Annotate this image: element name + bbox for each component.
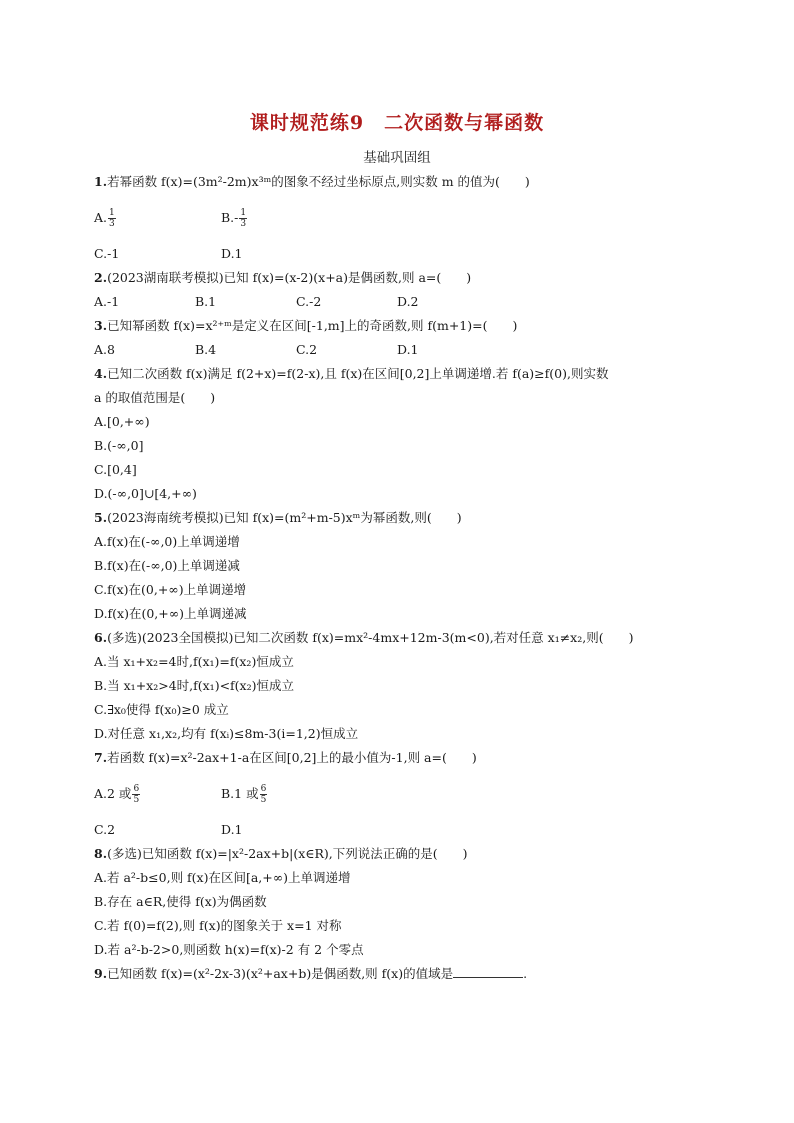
question-number: 7. bbox=[94, 750, 108, 765]
option-b: B.f(x)在(-∞,0)上单调递减 bbox=[94, 558, 240, 573]
question-end: . bbox=[523, 966, 528, 981]
option-c: C.f(x)在(0,+∞)上单调递增 bbox=[94, 582, 247, 597]
option-label: A.2 或 bbox=[94, 786, 132, 801]
fraction-denominator: 5 bbox=[133, 795, 140, 805]
page-title: 课时规范练9 二次函数与幂函数 bbox=[249, 112, 545, 134]
question-number: 8. bbox=[94, 846, 108, 861]
question-4-continued: a 的取值范围是( ) bbox=[94, 390, 216, 405]
question-9 bbox=[94, 962, 714, 986]
question-number: 3. bbox=[94, 318, 108, 333]
option-c: C.2 bbox=[94, 822, 116, 837]
question-number: 4. bbox=[94, 366, 108, 381]
option-a: A.若 a²-b≤0,则 f(x)在区间[a,+∞)上单调递增 bbox=[94, 870, 351, 885]
option-label: B.- bbox=[221, 210, 239, 225]
fraction-numerator: 6 bbox=[133, 784, 140, 794]
option-b: B.存在 a∈R,使得 f(x)为偶函数 bbox=[94, 894, 267, 909]
question-1-options-ab bbox=[94, 194, 714, 242]
option-c: C.-2 bbox=[296, 294, 322, 309]
fraction-numerator: 1 bbox=[109, 208, 115, 218]
question-1 bbox=[94, 170, 714, 194]
question-list bbox=[94, 170, 714, 986]
question-1-options-cd bbox=[94, 242, 714, 266]
question-number: 2. bbox=[94, 270, 108, 285]
question-text: (多选)已知函数 f(x)=|x²-2ax+b|(x∈R),下列说法正确的是( ) bbox=[107, 846, 468, 861]
option-c: C.∃x₀使得 f(x₀)≥0 成立 bbox=[94, 702, 229, 717]
option-a: A.8 bbox=[94, 342, 115, 357]
option-d: D.(-∞,0]∪[4,+∞) bbox=[94, 486, 197, 501]
question-5 bbox=[94, 506, 714, 530]
question-text: (多选)(2023全国模拟)已知二次函数 f(x)=mx²-4mx+12m-3(m<0),若对任意 x₁≠x₂,则( ) bbox=[107, 630, 634, 645]
option-a: A.-1 bbox=[94, 294, 120, 309]
option-b: B.当 x₁+x₂>4时,f(x₁)<f(x₂)恒成立 bbox=[94, 678, 294, 693]
option-c: C.2 bbox=[296, 342, 318, 357]
option-c: C.若 f(0)=f(2),则 f(x)的图象关于 x=1 对称 bbox=[94, 918, 342, 933]
option-d: D.1 bbox=[221, 246, 243, 261]
option-b: B.(-∞,0] bbox=[94, 438, 144, 453]
fraction-denominator: 3 bbox=[109, 219, 115, 229]
question-text: (2023海南统考模拟)已知 f(x)=(m²+m-5)xᵐ为幂函数,则( ) bbox=[107, 510, 462, 525]
question-4 bbox=[94, 362, 714, 386]
question-7 bbox=[94, 746, 714, 770]
fraction-denominator: 5 bbox=[260, 795, 267, 805]
question-text: 已知函数 f(x)=(x²-2x-3)(x²+ax+b)是偶函数,则 f(x)的值域是 bbox=[107, 966, 454, 981]
fraction bbox=[239, 208, 247, 229]
fraction bbox=[260, 784, 268, 805]
fraction-numerator: 1 bbox=[240, 208, 247, 218]
option-a: A.f(x)在(-∞,0)上单调递增 bbox=[94, 534, 240, 549]
question-7-options-ab bbox=[94, 770, 714, 818]
option-a bbox=[94, 206, 221, 230]
question-number: 5. bbox=[94, 510, 108, 525]
option-b bbox=[221, 782, 348, 806]
option-d: D.1 bbox=[221, 822, 243, 837]
question-3 bbox=[94, 314, 714, 338]
question-number: 1. bbox=[94, 174, 108, 189]
question-2-options bbox=[94, 290, 714, 314]
option-d: D.若 a²-b-2>0,则函数 h(x)=f(x)-2 有 2 个零点 bbox=[94, 942, 364, 957]
question-3-options bbox=[94, 338, 714, 362]
option-b bbox=[221, 206, 348, 230]
option-a bbox=[94, 782, 221, 806]
question-number: 6. bbox=[94, 630, 108, 645]
fraction bbox=[132, 784, 140, 805]
question-number: 9. bbox=[94, 966, 108, 981]
question-7-options-cd bbox=[94, 818, 714, 842]
question-text: 已知幂函数 f(x)=x²⁺ᵐ是定义在区间[-1,m]上的奇函数,则 f(m+1)=( ) bbox=[107, 318, 518, 333]
option-a: A.[0,+∞) bbox=[94, 414, 150, 429]
question-text: 若幂函数 f(x)=(3m²-2m)x³ᵐ的图象不经过坐标原点,则实数 m 的值为( ) bbox=[107, 174, 530, 189]
option-c: C.[0,4] bbox=[94, 462, 137, 477]
option-label: B.1 或 bbox=[221, 786, 259, 801]
option-d: D.2 bbox=[397, 294, 419, 309]
question-6 bbox=[94, 626, 714, 650]
question-text: 若函数 f(x)=x²-2ax+1-a在区间[0,2]上的最小值为-1,则 a=( ) bbox=[107, 750, 477, 765]
answer-blank bbox=[453, 963, 523, 978]
section-heading: 基础巩固组 bbox=[363, 150, 431, 166]
option-b: B.4 bbox=[195, 342, 217, 357]
fraction bbox=[108, 208, 116, 229]
option-a: A.当 x₁+x₂=4时,f(x₁)=f(x₂)恒成立 bbox=[94, 654, 294, 669]
option-d: D.1 bbox=[397, 342, 419, 357]
question-text: 已知二次函数 f(x)满足 f(2+x)=f(2-x),且 f(x)在区间[0,2]上单调递增.若 f(a)≥f(0),则实数 bbox=[107, 366, 609, 381]
option-d: D.f(x)在(0,+∞)上单调递减 bbox=[94, 606, 247, 621]
option-c: C.-1 bbox=[94, 246, 120, 261]
question-8 bbox=[94, 842, 714, 866]
question-text: (2023湖南联考模拟)已知 f(x)=(x-2)(x+a)是偶函数,则 a=( ) bbox=[107, 270, 472, 285]
fraction-denominator: 3 bbox=[240, 219, 247, 229]
option-b: B.1 bbox=[195, 294, 217, 309]
option-label: A. bbox=[94, 210, 108, 225]
option-d: D.对任意 x₁,x₂,均有 f(xᵢ)≤8m-3(i=1,2)恒成立 bbox=[94, 726, 359, 741]
fraction-numerator: 6 bbox=[260, 784, 267, 794]
question-2 bbox=[94, 266, 714, 290]
